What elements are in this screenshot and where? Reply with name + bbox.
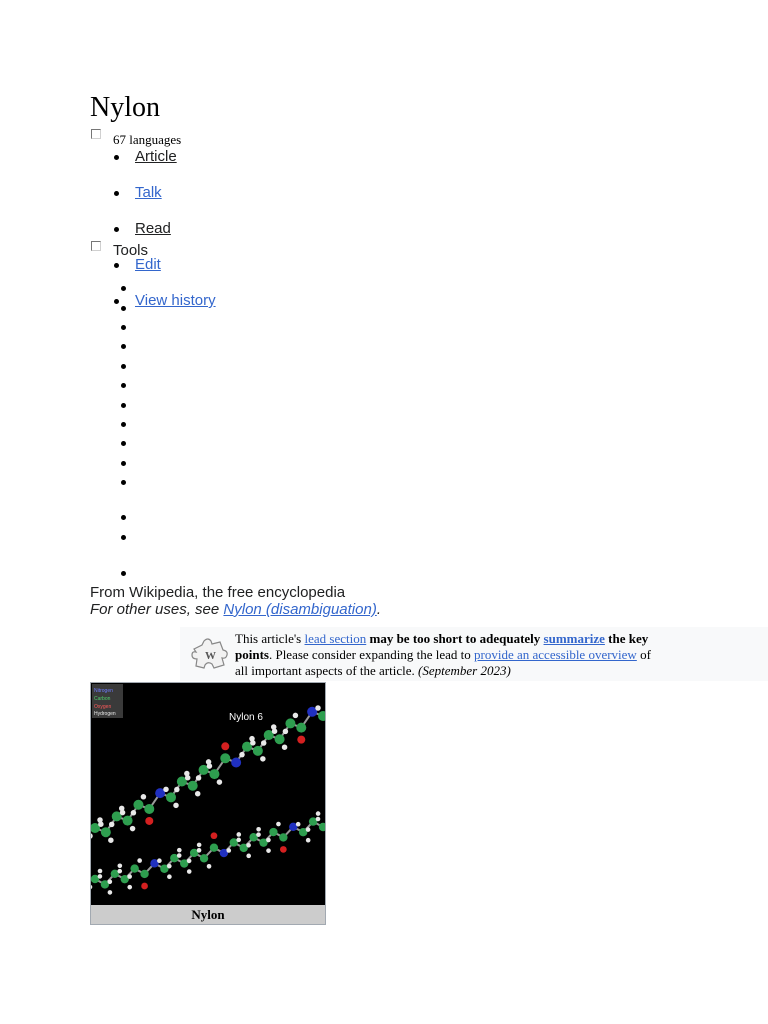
- hydrogen-atom: [239, 752, 245, 758]
- infobox: [90, 682, 326, 925]
- hydrogen-atom: [163, 787, 169, 793]
- language-count-label[interactable]: 67 languages: [113, 132, 182, 147]
- hydrogen-atom: [250, 740, 256, 746]
- page-title: Nylon: [90, 92, 160, 123]
- hatnote: [90, 601, 381, 619]
- notice-text-part: may be too short to adequately: [366, 631, 544, 646]
- hydrogen-atom: [118, 863, 123, 868]
- hydrogen-atom: [109, 822, 115, 828]
- carbon-atom: [101, 827, 111, 837]
- oxygen-atom: [221, 742, 229, 750]
- carbon-atom: [130, 864, 138, 872]
- hydrogen-atom: [108, 890, 113, 895]
- hydrogen-atom: [108, 837, 114, 843]
- tools-label[interactable]: Tools: [113, 242, 149, 259]
- tab-talk-label[interactable]: Talk: [135, 184, 162, 201]
- list-item: [121, 441, 126, 446]
- hydrogen-atom: [266, 848, 271, 853]
- notice-date: (September 2023): [418, 663, 511, 678]
- oxygen-atom: [141, 883, 148, 890]
- infobox-caption: Nylon: [91, 905, 325, 924]
- list-item: [121, 461, 126, 466]
- nylon-6-molecule-image[interactable]: [91, 683, 325, 905]
- hatnote-suffix: .: [376, 601, 381, 618]
- hydrogen-atom: [177, 853, 182, 858]
- list-item: [121, 403, 126, 408]
- carbon-atom: [123, 816, 133, 826]
- hydrogen-atom: [256, 832, 261, 837]
- oxygen-atom: [280, 846, 287, 853]
- hydrogen-atom: [276, 822, 281, 827]
- summarize-link[interactable]: summarize: [543, 631, 605, 646]
- hydrogen-atom: [130, 826, 136, 832]
- hydrogen-atom: [98, 869, 103, 874]
- hydrogen-atom: [177, 848, 182, 853]
- notice-text-part: the key points: [235, 631, 649, 662]
- svg-text:W: W: [205, 650, 216, 662]
- hydrogen-atom: [261, 740, 267, 746]
- hydrogen-atom: [174, 787, 180, 793]
- hydrogen-atom: [316, 811, 321, 816]
- hydrogen-atom: [226, 848, 231, 853]
- hydrogen-atom: [127, 874, 132, 879]
- carbon-atom: [133, 800, 143, 810]
- tab-view-history[interactable]: [135, 292, 216, 310]
- molecule-label: Nylon 6: [229, 712, 263, 723]
- carbon-atom: [253, 746, 263, 756]
- hydrogen-atom: [187, 859, 192, 864]
- tools-toggle-checkbox[interactable]: [91, 241, 101, 251]
- language-toggle-checkbox[interactable]: [91, 129, 101, 139]
- hydrogen-atom: [167, 874, 172, 879]
- hydrogen-atom: [256, 827, 261, 832]
- list-item: [121, 325, 126, 330]
- hydrogen-atom: [296, 822, 301, 827]
- carbon-atom: [269, 828, 277, 836]
- hydrogen-atom: [207, 763, 213, 769]
- carbon-atom: [210, 843, 218, 851]
- hydrogen-atom: [272, 728, 278, 734]
- tab-bullet: [114, 191, 119, 196]
- legend-carbon: Carbon: [94, 696, 111, 702]
- carbon-atom: [166, 792, 176, 802]
- carbon-atom: [144, 804, 154, 814]
- hydrogen-atom: [246, 843, 251, 848]
- carbon-atom: [220, 753, 230, 763]
- hydrogen-atom: [187, 869, 192, 874]
- carbon-atom: [209, 769, 219, 779]
- carbon-atom: [275, 734, 285, 744]
- hydrogen-atom: [120, 810, 126, 816]
- list-item: [121, 422, 126, 427]
- hydrogen-atom: [98, 874, 103, 879]
- hydrogen-atom: [127, 885, 132, 890]
- tab-bullet: [114, 299, 119, 304]
- list-item: [121, 364, 126, 369]
- oxygen-atom: [211, 832, 218, 839]
- hydrogen-atom: [236, 832, 241, 837]
- list-item: [121, 480, 126, 485]
- hydrogen-atom: [293, 713, 299, 719]
- carbon-atom: [279, 833, 287, 841]
- carbon-atom: [140, 870, 148, 878]
- carbon-atom: [296, 723, 306, 733]
- hydrogen-atom: [131, 810, 137, 816]
- oxygen-atom: [145, 817, 153, 825]
- tab-bullet: [114, 227, 119, 232]
- hydrogen-atom: [315, 705, 321, 711]
- hydrogen-atom: [197, 843, 202, 848]
- hydrogen-atom: [306, 827, 311, 832]
- notice-text: [235, 631, 665, 679]
- carbon-atom: [285, 718, 295, 728]
- list-item: [121, 344, 126, 349]
- hydrogen-atom: [196, 775, 202, 781]
- tab-read[interactable]: [135, 220, 216, 238]
- hydrogen-atom: [185, 775, 191, 781]
- oxygen-atom: [297, 736, 305, 744]
- disambiguation-link[interactable]: Nylon (disambiguation): [223, 601, 377, 618]
- tab-read-label[interactable]: Read: [135, 220, 171, 237]
- nitrogen-atom: [231, 757, 241, 767]
- legend-oxygen: Oxygen: [94, 704, 112, 710]
- hydrogen-atom: [137, 858, 142, 863]
- lead-section-link[interactable]: lead section: [304, 631, 367, 646]
- hydrogen-atom: [260, 756, 266, 762]
- hydrogen-atom: [282, 744, 288, 750]
- hydrogen-atom: [173, 803, 179, 809]
- tab-view-history-label[interactable]: View history: [135, 292, 216, 309]
- image-background: [91, 683, 325, 905]
- hydrogen-atom: [207, 864, 212, 869]
- tab-bullet: [114, 155, 119, 160]
- hydrogen-atom: [195, 791, 201, 797]
- tab-bullet: [114, 263, 119, 268]
- tab-article-label[interactable]: Article: [135, 148, 177, 165]
- hydrogen-atom: [217, 779, 223, 785]
- hydrogen-atom: [246, 854, 251, 859]
- hydrogen-atom: [197, 848, 202, 853]
- hydrogen-atom: [283, 729, 289, 735]
- hydrogen-atom: [117, 869, 122, 874]
- list-item: [121, 535, 126, 540]
- hydrogen-atom: [266, 838, 271, 843]
- accessible-overview-link[interactable]: provide an accessible overview: [474, 647, 637, 662]
- hydrogen-atom: [167, 864, 172, 869]
- list-item: [121, 306, 126, 311]
- carbon-atom: [188, 781, 198, 791]
- notice-text-part: This article's: [235, 631, 305, 646]
- hydrogen-atom: [306, 838, 311, 843]
- list-item: [121, 286, 126, 291]
- hydrogen-atom: [108, 879, 113, 884]
- site-subtitle: From Wikipedia, the free encyclopedia: [90, 584, 346, 601]
- hydrogen-atom: [98, 821, 104, 827]
- hydrogen-atom: [316, 817, 321, 822]
- legend-nitrogen: Nitrogen: [94, 688, 113, 694]
- hydrogen-atom: [141, 794, 147, 800]
- lead-too-short-notice: [180, 627, 768, 681]
- notice-text-part: . Please consider expanding the lead to: [268, 647, 475, 662]
- list-item: [121, 383, 126, 388]
- puzzle-piece-icon: [188, 637, 230, 671]
- legend-hydrogen: Hydrogen: [94, 711, 116, 717]
- carbon-atom: [200, 854, 208, 862]
- notice-text-part: of all important aspects of the article.: [235, 647, 651, 678]
- hydrogen-atom: [236, 838, 241, 843]
- tab-talk[interactable]: [135, 184, 216, 202]
- list-item: [121, 571, 126, 576]
- tab-edit-label[interactable]: Edit: [135, 256, 161, 273]
- hydrogen-atom: [157, 858, 162, 863]
- tab-article[interactable]: [135, 148, 216, 166]
- list-item: [121, 515, 126, 520]
- hatnote-prefix: For other uses, see: [90, 601, 224, 618]
- molecule-legend: [92, 684, 123, 718]
